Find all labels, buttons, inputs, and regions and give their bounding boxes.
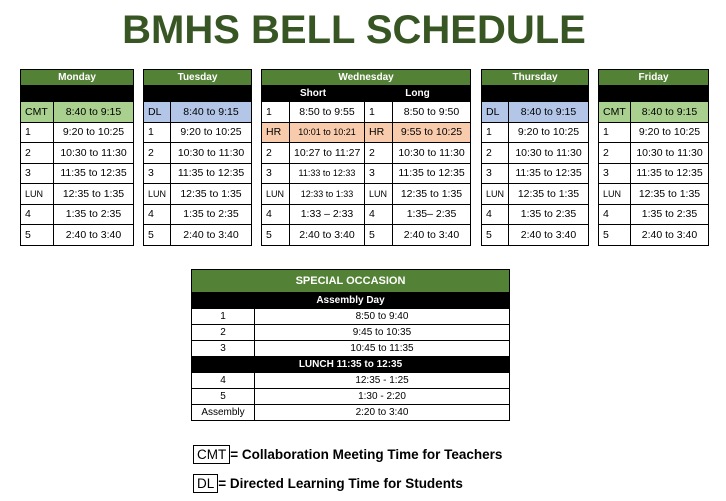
period-time: 9:20 to 10:25 xyxy=(54,122,134,143)
period-time: 1:35 to 2:35 xyxy=(631,204,709,225)
period-label: HR xyxy=(262,122,290,143)
period-label: 2 xyxy=(262,143,290,164)
period-label: 1 xyxy=(262,102,290,123)
period-label: 4 xyxy=(192,373,255,389)
period-time: 9:45 to 10:35 xyxy=(255,325,510,341)
period-label: 1 xyxy=(365,102,393,123)
period-row xyxy=(144,163,252,184)
legend-dl xyxy=(193,474,463,493)
period-row xyxy=(599,184,709,205)
period-row xyxy=(21,204,134,225)
day-header-row xyxy=(21,70,134,86)
period-time: 8:50 to 9:50 xyxy=(393,102,471,123)
period-time: 9:20 to 10:25 xyxy=(171,122,252,143)
period-label: Assembly xyxy=(192,405,255,421)
period-row xyxy=(599,143,709,164)
period-time: 8:40 to 9:15 xyxy=(509,102,589,123)
period-label: LUN xyxy=(482,184,509,205)
legend-cmt-code: CMT xyxy=(193,445,230,464)
period-row xyxy=(21,102,134,123)
legend-cmt xyxy=(193,445,502,464)
day-name: Tuesday xyxy=(144,70,252,86)
period-time: 10:30 to 11:30 xyxy=(171,143,252,164)
period-time: 12:35 to 1:35 xyxy=(54,184,134,205)
period-label: 3 xyxy=(144,163,171,184)
period-time: 12:33 to 1:33 xyxy=(290,184,365,205)
period-label: 2 xyxy=(144,143,171,164)
blank-header-row xyxy=(144,86,252,102)
period-row xyxy=(144,184,252,205)
period-row xyxy=(21,122,134,143)
legend-cmt-text: = Collaboration Meeting Time for Teachers xyxy=(230,447,503,462)
period-label: 2 xyxy=(365,143,393,164)
period-row xyxy=(144,225,252,246)
special-period-row xyxy=(192,309,510,325)
day-header-row xyxy=(482,70,589,86)
period-time: 12:35 to 1:35 xyxy=(171,184,252,205)
period-label: HR xyxy=(365,122,393,143)
period-time: 1:35 to 2:35 xyxy=(509,204,589,225)
lunch-row xyxy=(192,357,510,373)
period-time: 1:33 – 2:33 xyxy=(290,204,365,225)
long-label: Long xyxy=(365,86,471,102)
period-time: 8:50 to 9:40 xyxy=(255,309,510,325)
period-label: LUN xyxy=(144,184,171,205)
period-row xyxy=(482,143,589,164)
blank-header-row xyxy=(21,86,134,102)
period-row xyxy=(599,102,709,123)
period-label: 4 xyxy=(599,204,631,225)
period-row xyxy=(21,225,134,246)
period-label: 3 xyxy=(482,163,509,184)
period-time: 10:45 to 11:35 xyxy=(255,341,510,357)
day-header-row xyxy=(144,70,252,86)
period-label: 3 xyxy=(192,341,255,357)
period-label: 3 xyxy=(262,163,290,184)
period-time: 2:40 to 3:40 xyxy=(393,225,471,246)
period-time: 10:01 to 10:21 xyxy=(290,122,365,143)
period-label: 2 xyxy=(482,143,509,164)
period-label: DL xyxy=(144,102,171,123)
tuesday-schedule-table xyxy=(143,69,252,246)
period-time: 2:40 to 3:40 xyxy=(54,225,134,246)
short-label: Short xyxy=(262,86,365,102)
period-label: 2 xyxy=(599,143,631,164)
period-row xyxy=(144,102,252,123)
period-time: 2:40 to 3:40 xyxy=(509,225,589,246)
period-time: 10:30 to 11:30 xyxy=(631,143,709,164)
period-label: 1 xyxy=(192,309,255,325)
period-label: 5 xyxy=(599,225,631,246)
period-time: 2:20 to 3:40 xyxy=(255,405,510,421)
special-period-row xyxy=(192,405,510,421)
period-time: 12:35 - 1:25 xyxy=(255,373,510,389)
period-label: 3 xyxy=(599,163,631,184)
day-name: Friday xyxy=(599,70,709,86)
period-label: 1 xyxy=(599,122,631,143)
day-header-row xyxy=(262,70,471,86)
period-row xyxy=(21,184,134,205)
period-row xyxy=(262,163,471,184)
blank-header-row xyxy=(482,86,589,102)
wednesday-schedule-table xyxy=(261,69,471,246)
period-time: 2:40 to 3:40 xyxy=(631,225,709,246)
period-label: LUN xyxy=(21,184,54,205)
period-row xyxy=(262,122,471,143)
period-time: 12:35 to 1:35 xyxy=(631,184,709,205)
special-subtitle: Assembly Day xyxy=(192,293,510,309)
period-label: 5 xyxy=(192,389,255,405)
period-time: 8:40 to 9:15 xyxy=(631,102,709,123)
special-period-row xyxy=(192,373,510,389)
period-label: 4 xyxy=(482,204,509,225)
period-row xyxy=(21,163,134,184)
period-time: 9:20 to 10:25 xyxy=(509,122,589,143)
period-time: 12:35 to 1:35 xyxy=(393,184,471,205)
period-label: LUN xyxy=(599,184,631,205)
period-row xyxy=(482,184,589,205)
period-row xyxy=(482,102,589,123)
period-label: 5 xyxy=(365,225,393,246)
period-time: 11:35 to 12:35 xyxy=(509,163,589,184)
period-row xyxy=(599,225,709,246)
lunch-label: LUNCH 11:35 to 12:35 xyxy=(192,357,510,373)
monday-schedule-table xyxy=(20,69,134,246)
special-subtitle-row xyxy=(192,293,510,309)
period-row xyxy=(262,184,471,205)
period-time: 8:50 to 9:55 xyxy=(290,102,365,123)
period-row xyxy=(482,225,589,246)
page-title: BMHS BELL SCHEDULE xyxy=(122,8,586,52)
friday-schedule-table xyxy=(598,69,709,246)
period-label: LUN xyxy=(365,184,393,205)
period-row xyxy=(599,204,709,225)
period-time: 11:35 to 12:35 xyxy=(171,163,252,184)
period-time: 8:40 to 9:15 xyxy=(54,102,134,123)
day-name: Monday xyxy=(21,70,134,86)
period-time: 9:20 to 10:25 xyxy=(631,122,709,143)
period-time: 8:40 to 9:15 xyxy=(171,102,252,123)
period-label: LUN xyxy=(262,184,290,205)
day-name: Wednesday xyxy=(262,70,471,86)
period-row xyxy=(599,122,709,143)
special-period-row xyxy=(192,341,510,357)
special-period-row xyxy=(192,325,510,341)
period-label: 3 xyxy=(21,163,54,184)
day-header-row xyxy=(599,70,709,86)
period-row xyxy=(262,225,471,246)
period-row xyxy=(144,204,252,225)
period-row xyxy=(599,163,709,184)
period-label: DL xyxy=(482,102,509,123)
period-time: 2:40 to 3:40 xyxy=(171,225,252,246)
period-time: 10:30 to 11:30 xyxy=(509,143,589,164)
period-row xyxy=(144,143,252,164)
wednesday-variant-row xyxy=(262,86,471,102)
period-label: 5 xyxy=(482,225,509,246)
period-label: 3 xyxy=(365,163,393,184)
period-row xyxy=(482,163,589,184)
period-label: CMT xyxy=(599,102,631,123)
period-row xyxy=(144,122,252,143)
period-label: 2 xyxy=(21,143,54,164)
period-label: 4 xyxy=(21,204,54,225)
period-time: 1:35 to 2:35 xyxy=(171,204,252,225)
special-period-row xyxy=(192,389,510,405)
period-time: 11:35 to 12:35 xyxy=(393,163,471,184)
special-title: SPECIAL OCCASION xyxy=(192,270,510,293)
period-label: 5 xyxy=(21,225,54,246)
period-time: 10:27 to 11:27 xyxy=(290,143,365,164)
period-time: 11:35 to 12:35 xyxy=(54,163,134,184)
period-label: 4 xyxy=(144,204,171,225)
period-label: 1 xyxy=(144,122,171,143)
blank-header-row xyxy=(599,86,709,102)
period-time: 11:33 to 12:33 xyxy=(290,163,365,184)
period-row xyxy=(262,143,471,164)
period-row xyxy=(482,122,589,143)
thursday-schedule-table xyxy=(481,69,589,246)
period-row xyxy=(262,204,471,225)
period-label: 1 xyxy=(482,122,509,143)
period-time: 1:35– 2:35 xyxy=(393,204,471,225)
period-label: CMT xyxy=(21,102,54,123)
period-label: 1 xyxy=(21,122,54,143)
period-label: 4 xyxy=(262,204,290,225)
period-time: 10:30 to 11:30 xyxy=(393,143,471,164)
period-time: 1:30 - 2:20 xyxy=(255,389,510,405)
special-header-row xyxy=(192,270,510,293)
period-row xyxy=(262,102,471,123)
period-time: 10:30 to 11:30 xyxy=(54,143,134,164)
period-time: 2:40 to 3:40 xyxy=(290,225,365,246)
period-time: 12:35 to 1:35 xyxy=(509,184,589,205)
period-label: 2 xyxy=(192,325,255,341)
period-label: 5 xyxy=(144,225,171,246)
period-row xyxy=(21,143,134,164)
legend-dl-text: = Directed Learning Time for Students xyxy=(218,476,463,491)
period-time: 9:55 to 10:25 xyxy=(393,122,471,143)
period-label: 5 xyxy=(262,225,290,246)
period-row xyxy=(482,204,589,225)
legend-dl-code: DL xyxy=(193,474,218,493)
special-occasion-table xyxy=(191,269,510,421)
period-label: 4 xyxy=(365,204,393,225)
period-time: 11:35 to 12:35 xyxy=(631,163,709,184)
period-time: 1:35 to 2:35 xyxy=(54,204,134,225)
day-name: Thursday xyxy=(482,70,589,86)
